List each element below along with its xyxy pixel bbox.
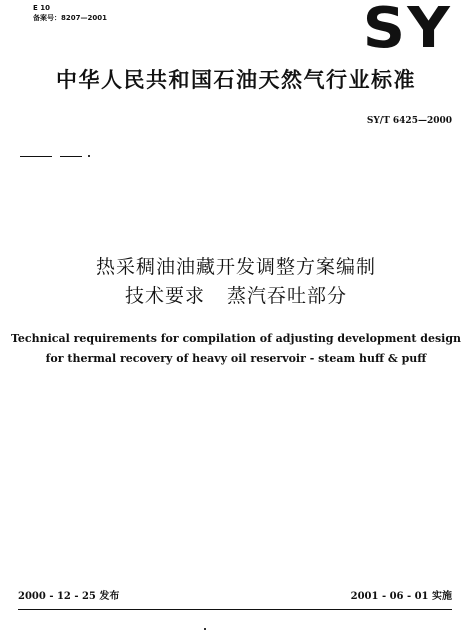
document-title-zh-line1: 热采稠油油藏开发调整方案编制 <box>95 256 376 278</box>
classification-code: E 10 <box>33 4 50 12</box>
divider-line-left <box>20 156 52 157</box>
document-title-zh-line2-part1: 技术要求 <box>124 285 205 307</box>
standard-number: SY/T 6425—2000 <box>366 116 452 126</box>
filing-number: 备案号：8207—2001 <box>33 14 107 22</box>
document-title-en-line1: Technical requirements for compilation of adjusting development design <box>10 332 462 345</box>
document-title-zh-line2 <box>0 284 472 308</box>
document-title-en-line2: for thermal recovery of heavy oil reservoir - steam huff & puff <box>45 352 427 365</box>
divider-line-mid <box>60 156 82 157</box>
issue-date: 2000 - 12 - 25 发布 <box>18 591 120 602</box>
divider-dot <box>88 155 90 157</box>
document-title-zh-line2-part2: 蒸汽吞吐部分 <box>227 285 348 307</box>
footer-dot <box>204 628 206 630</box>
sy-logo: SY <box>362 0 452 61</box>
footer-divider <box>18 609 452 610</box>
implementation-date: 2001 - 06 - 01 实施 <box>350 591 452 602</box>
standard-title: 中华人民共和国石油天然气行业标准 <box>56 68 416 92</box>
